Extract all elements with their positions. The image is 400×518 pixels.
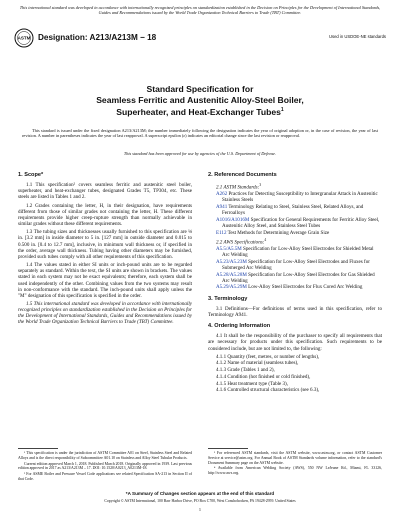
scope-paragraph-2: 1.2 Grades containing the letter, H, in their designation, have requirements different from those of similar grades not containing the letter, H. These different requirements provide higher creep-rupture strength than normally achievable in similar grades without these different requirements. <box>18 202 192 228</box>
aws-reference-list <box>208 246 382 291</box>
top-note: This international standard was developed in accordance with internationally recognized principles on standardization established in the Decision on Principles for the Development of International Standards, Guides and Recommendations issued by the World Trade Organization Technical Barriers to Trade (TBT) Committee. <box>19 5 381 16</box>
footnote: ⁴ Available from American Welding Society (AWS), 550 NW LeJeune Rd., Miami, FL 33126, http://www.aws.org. <box>208 466 382 475</box>
reference-item <box>208 284 382 290</box>
reference-code[interactable]: A941 <box>216 203 228 210</box>
title-footnote-mark: 1 <box>280 107 284 114</box>
reference-code[interactable]: A262 <box>216 190 228 197</box>
reference-title: Specification for Low-Alloy Steel Electrodes for Gas Shielded Arc Welding <box>222 271 375 284</box>
reference-item <box>208 259 382 271</box>
title-line-1: Standard Specification for <box>146 84 254 94</box>
reference-code[interactable]: A5.28/A5.28M <box>216 271 247 278</box>
scope-paragraphs <box>18 182 192 299</box>
dod-approval-note: This standard has been approved for use by agencies of the U.S. Department of Defense. <box>123 151 277 156</box>
reference-title: Practices for Detecting Susceptibility to Intergranular Attack in Austenitic Stainless Steels <box>222 190 378 204</box>
usage-note: Used in USDOE-NE standards <box>328 34 386 39</box>
footnote-divider-right <box>208 448 248 449</box>
designation-note: This standard is issued under the fixed designation A213/A213M; the number immediately following the designation indicates the year of original adoption or, in the case of revision, the year of last revision. A number in parentheses indicates the year of last reapproval. A superscript epsilon (ε) indicates an editorial change since the last revision or reapproval. <box>22 128 378 139</box>
reference-item <box>208 272 382 284</box>
footnote-divider-left <box>18 448 58 449</box>
astm-logo-icon <box>14 28 34 48</box>
reference-code[interactable]: A5.29/A5.29M <box>216 284 247 291</box>
astm-standards-subheading: 2.1 ASTM Standards:$^3$ <box>216 183 262 191</box>
terminology-paragraph: 3.1 Definitions—For definitions of terms used in this specification, refer to Terminology A941. <box>208 305 382 318</box>
ordering-item-list <box>208 354 382 394</box>
standard-title <box>30 84 370 118</box>
reference-code[interactable]: A5.5/A5.5M <box>216 245 242 252</box>
footnote: ¹ This specification is under the jurisdiction of ASTM Committee A01 on Steel, Stainless Steel and Related Alloys and is the direct responsibility of Subcommittee A01.10 on Stainless and Alloy Steel Tubular Products. <box>18 451 192 460</box>
scope-paragraph-4: 1.4 The values stated in either SI units or inch-pound units are to be regarded separately as standard. Within the text, the SI units are shown in brackets. The values stated in each system may not be exact equivalents; therefore, each system shall be used independently of the other. Combining values from the two systems may result in non-conformance with the standard. The inch-pound units shall apply unless the "M" designation of this specification is specified in the order. <box>18 262 192 299</box>
reference-title: Specification for General Requirements for Ferritic Alloy Steel, Austenitic Alloy Steel, and Stainless Steel Tubes <box>222 216 380 229</box>
footnote: Current edition approved March 1, 2018. Published March 2018. Originally approved in 1939. Last previous edition approved in 2017 as A213/A213M – 17. DOI: 10.1520/A0213_A0213M-18. <box>18 461 192 471</box>
left-column <box>18 172 192 328</box>
reference-title: Specification for Low-Alloy Steel Electrodes and Fluxes for Submerged Arc Welding <box>222 258 370 271</box>
scope-paragraph-1-5: 1.5 This international standard was developed in accordance with internationally recognized principles on standardization established in the Decision on Principles for the Development of International Standards, Guides and Recommendations issued by the World Trade Organization Technical Barriers to Trade (TBT) Committee. <box>18 300 192 326</box>
section-heading-scope: 1. Scope* <box>18 172 44 178</box>
reference-item <box>208 191 382 203</box>
section-heading-terminology: 3. Terminology <box>208 295 248 302</box>
section-heading-ordering: 4. Ordering Information <box>208 323 271 330</box>
ordering-item: 4.1.3 Grade (Tables 1 and 2), <box>216 367 275 374</box>
aws-specifications-subheading: 2.2 AWS Specifications:$^4$ <box>216 237 267 246</box>
reference-code[interactable]: E112 <box>216 229 227 236</box>
ordering-item: 4.1.6 Controlled structural characteristics (see 6.3), <box>216 387 320 394</box>
footnote: ² For ASME Boiler and Pressure Vessel Code applications see related Specification SA-213 in Section II of that Code. <box>18 472 192 481</box>
reference-title: Test Methods for Determining Average Grain Size <box>226 229 330 236</box>
page-number: 1 <box>198 507 202 512</box>
footnotes-right <box>208 451 382 477</box>
ordering-item: 4.1.2 Name of material (seamless tubes), <box>216 360 299 367</box>
reference-item <box>208 246 382 258</box>
svg-text:ASTM: ASTM <box>17 35 31 41</box>
summary-of-changes-note: *A Summary of Changes section appears at the end of this standard <box>125 491 275 496</box>
ordering-item: 4.1.5 Heat treatment type (Table 3), <box>216 380 288 387</box>
reference-code[interactable]: A5.23/A5.23M <box>216 258 247 265</box>
reference-title: Specification for Low-Alloy Steel Electrodes for Shielded Metal Arc Welding <box>222 245 374 258</box>
ordering-paragraph: 4.1 It shall be the responsibility of the purchaser to specify all requirements that are necessary for products under this specification. Such requirements to be considered include, but are not limited to, the following: <box>208 333 382 352</box>
copyright-line: Copyright © ASTM International, 100 Barr Harbor Drive, PO Box C700, West Conshohocken, PA 19428-2959. United States <box>104 499 296 503</box>
scope-paragraph-3: 1.3 The tubing sizes and thicknesses usually furnished to this specification are ⅛ in. [3.2 mm] in inside diameter to 5 in. [127 mm] in outside diameter and 0.015 to 0.500 in. [0.4 to 12.7 mm], inclusive, in minimum wall thickness or, if specified in the order, average wall thickness. Tubing having other diameters may be furnished, provided such tubes comply with all other requirements of this specification. <box>18 229 192 260</box>
reference-item <box>208 204 382 216</box>
ordering-item: 4.1.4 Condition (hot finished or cold finished), <box>216 373 311 380</box>
astm-reference-list <box>208 191 382 236</box>
right-column <box>208 172 382 394</box>
footnote: ³ For referenced ASTM standards, visit the ASTM website, www.astm.org, or contact ASTM Customer Service at service@astm.org. For Annual Book of ASTM Standards volume information, refer to the standard's Document Summary page on the ASTM website. <box>208 451 382 465</box>
footnotes-left <box>18 451 192 483</box>
title-line-3: Superheater, and Heat-Exchanger Tubes$^1$ <box>116 107 284 118</box>
reference-item <box>208 230 382 236</box>
section-heading-references: 2. Referenced Documents <box>208 172 277 178</box>
title-line-2: Seamless Ferritic and Austenitic Alloy-Steel Boiler, <box>96 94 304 105</box>
reference-title: Terminology Relating to Steel, Stainless Steel, Related Alloys, and Ferroalloys <box>222 203 364 217</box>
ordering-item: 4.1.1 Quantity (feet, metres, or number of lengths), <box>216 353 320 360</box>
scope-paragraph-1: 1.1 This specification² covers seamless ferritic and austenitic steel boiler, superheater, and heat-exchanger tubes, designated Grades T5, TP304, etc. These steels are listed in Tables 1 and 2. <box>18 182 192 201</box>
designation: Designation: A213/A213M − 18 <box>38 33 157 42</box>
reference-title: Low-Alloy Steel Electrodes for Flux Cored Arc Welding <box>246 284 363 291</box>
reference-item <box>208 217 382 229</box>
reference-code[interactable]: A1016/A1016M <box>216 216 250 223</box>
